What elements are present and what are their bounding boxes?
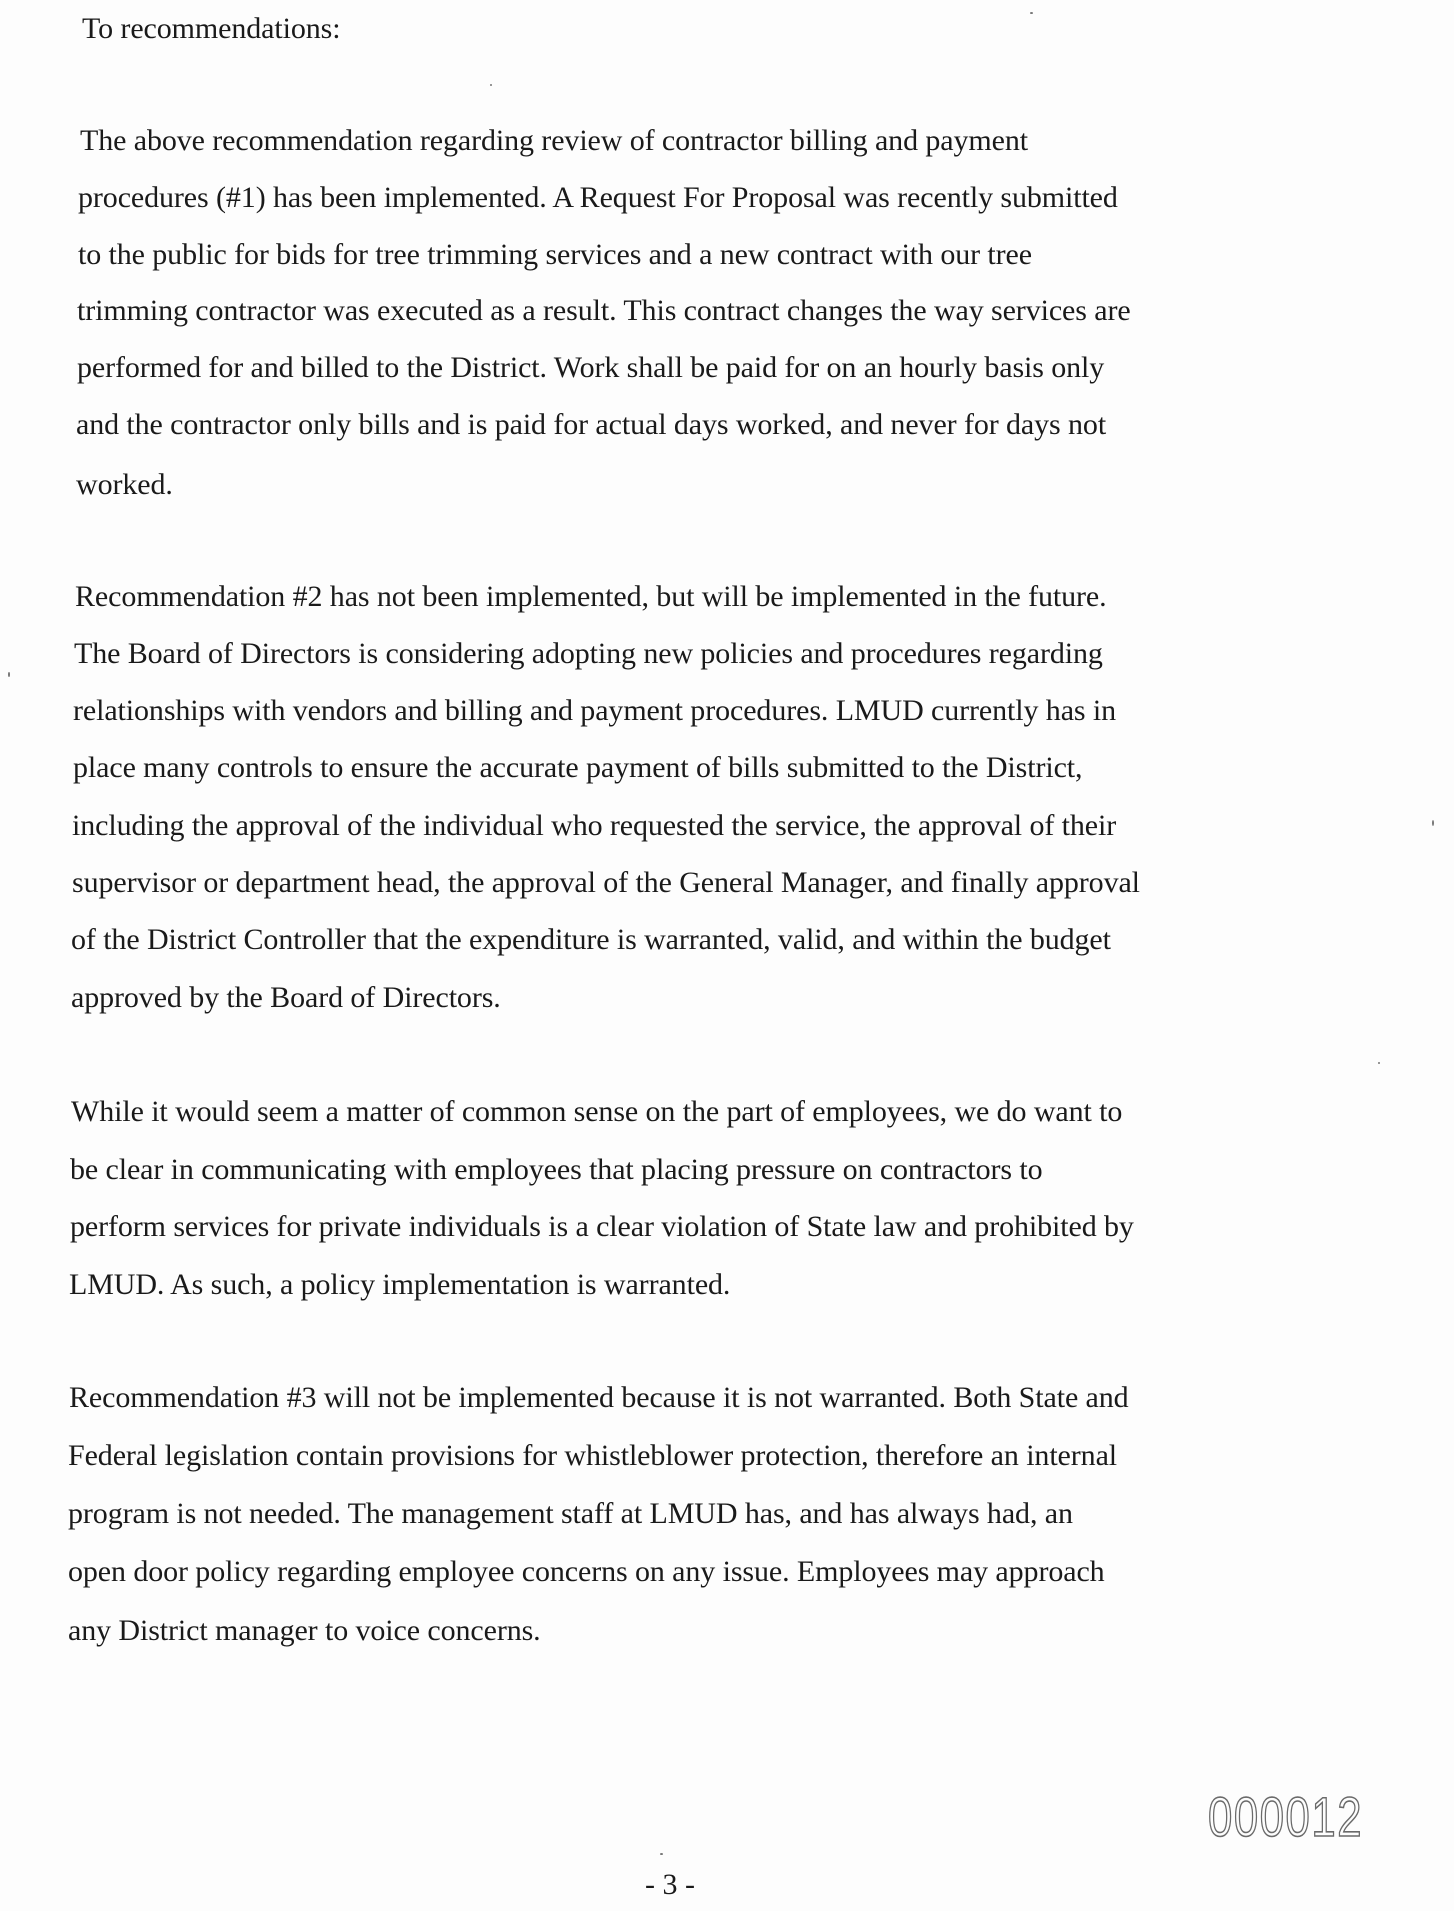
text-line: approved by the Board of Directors. bbox=[71, 981, 501, 1014]
scan-speck bbox=[1432, 820, 1434, 826]
section-heading: To recommendations: bbox=[82, 12, 341, 45]
text-line: open door policy regarding employee concerns on any issue. Employees may approach bbox=[68, 1555, 1105, 1588]
text-line: While it would seem a matter of common sense on the part of employees, we do want to bbox=[71, 1095, 1123, 1128]
text-line: Federal legislation contain provisions for whistleblower protection, therefore an internal bbox=[68, 1439, 1118, 1472]
scan-speck bbox=[490, 84, 492, 86]
text-line: worked. bbox=[76, 468, 173, 501]
text-line: any District manager to voice concerns. bbox=[68, 1614, 541, 1647]
text-line: Recommendation #3 will not be implemented because it is not warranted. Both State and bbox=[69, 1381, 1129, 1414]
scan-speck bbox=[1030, 12, 1033, 14]
text-line: Recommendation #2 has not been implemented, but will be implemented in the future. bbox=[75, 580, 1107, 613]
scan-speck bbox=[660, 1853, 663, 1855]
scan-speck bbox=[8, 672, 10, 677]
text-line: trimming contractor was executed as a result. This contract changes the way services are bbox=[77, 294, 1131, 327]
text-line: and the contractor only bills and is paid for actual days worked, and never for days not bbox=[76, 408, 1107, 441]
page-number: - 3 - bbox=[645, 1868, 695, 1901]
text-line: performed for and billed to the District. Work shall be paid for on an hourly basis only bbox=[77, 351, 1105, 384]
text-line: including the approval of the individual who requested the service, the approval of their bbox=[72, 809, 1117, 842]
text-line: supervisor or department head, the approval of the General Manager, and finally approval bbox=[72, 866, 1140, 899]
text-line: program is not needed. The management staff at LMUD has, and has always had, an bbox=[68, 1497, 1073, 1530]
text-line: procedures (#1) has been implemented. A Request For Proposal was recently submitted bbox=[78, 181, 1118, 214]
text-line: of the District Controller that the expenditure is warranted, valid, and within the budget bbox=[71, 923, 1111, 956]
text-line: The above recommendation regarding review of contractor billing and payment bbox=[80, 124, 1028, 157]
bates-stamp: 000012 bbox=[1208, 1785, 1364, 1848]
text-line: be clear in communicating with employees that placing pressure on contractors to bbox=[70, 1153, 1043, 1186]
text-line: relationships with vendors and billing and payment procedures. LMUD currently has in bbox=[73, 694, 1117, 727]
scan-speck bbox=[1378, 1062, 1380, 1064]
text-line: to the public for bids for tree trimming services and a new contract with our tree bbox=[78, 238, 1032, 271]
text-line: LMUD. As such, a policy implementation is warranted. bbox=[69, 1268, 731, 1301]
text-line: place many controls to ensure the accurate payment of bills submitted to the District, bbox=[73, 751, 1083, 784]
text-line: The Board of Directors is considering adopting new policies and procedures regarding bbox=[74, 637, 1103, 670]
text-line: perform services for private individuals is a clear violation of State law and prohibited by bbox=[70, 1210, 1134, 1243]
